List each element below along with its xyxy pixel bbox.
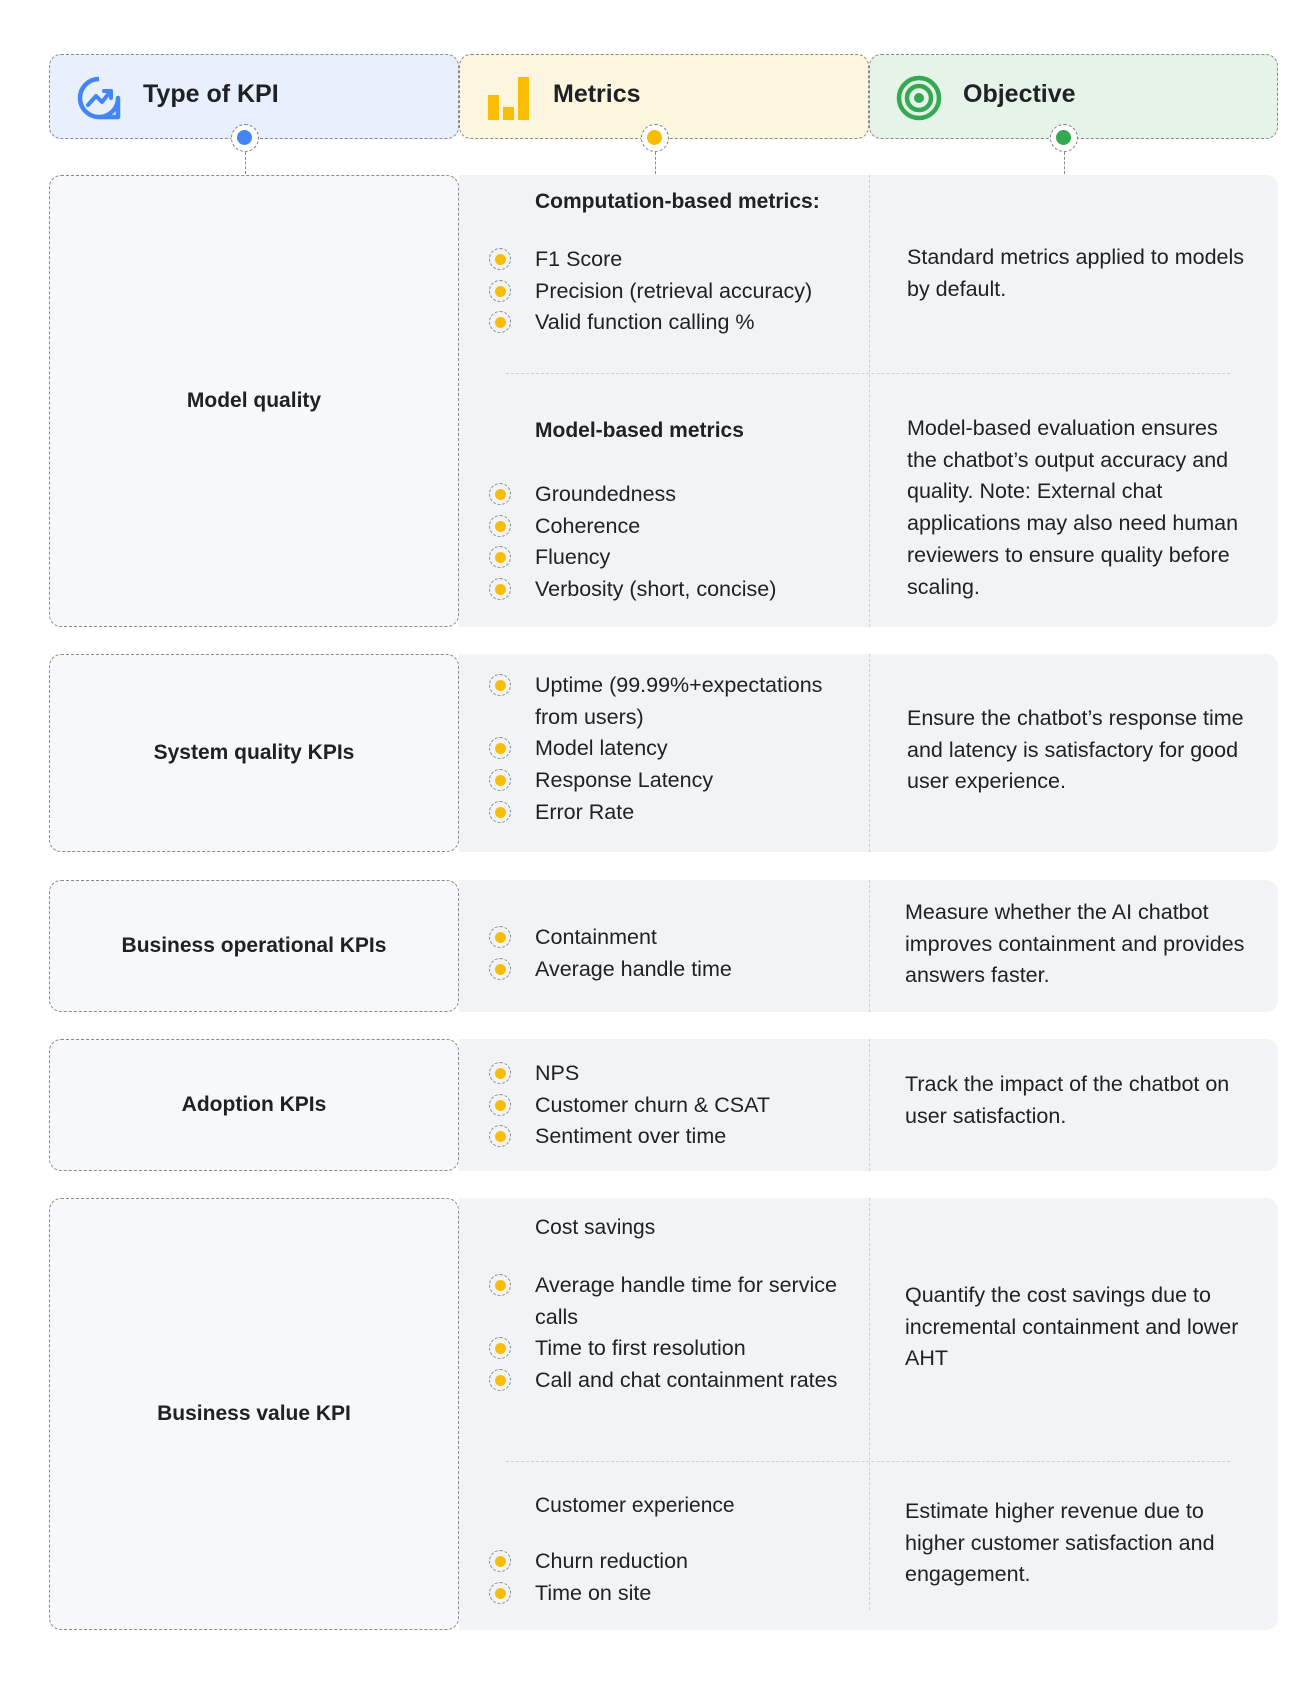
kpi-label: System quality KPIs: [153, 741, 355, 764]
metric-list: [488, 1058, 868, 1153]
kpi-box-business-value: [49, 1198, 459, 1630]
column-divider: [869, 1198, 870, 1610]
objective-text: Standard metrics applied to models by default.: [907, 245, 1245, 301]
header-metrics: [459, 54, 869, 139]
list-item: Average handle time: [488, 954, 868, 986]
list-item: Precision (retrieval accuracy): [488, 276, 868, 308]
objective-text: Model-based evaluation ensures the chatbot’s output accuracy and quality. Note: External chat applications may also need human reviewers to ensure quality before scaling.: [907, 416, 1239, 599]
connector-dot-blue: [231, 124, 259, 152]
list-item: Containment: [488, 922, 868, 954]
list-item: Sentiment over time: [488, 1121, 868, 1153]
metric-section-title: Cost savings: [535, 1216, 656, 1239]
metric-section-title: Computation-based metrics:: [535, 190, 820, 213]
list-item: Time on site: [488, 1578, 868, 1610]
list-item: Churn reduction: [488, 1546, 868, 1578]
column-divider: [869, 175, 870, 627]
list-item: Uptime (99.99%+expectations from users): [488, 670, 868, 733]
metric-list: [488, 670, 868, 829]
kpi-label: Business operational KPIs: [121, 934, 387, 957]
header-title: Metrics: [553, 80, 641, 108]
kpi-box-system-quality: [49, 654, 459, 852]
objective-text: Quantify the cost savings due to incremental containment and lower AHT: [905, 1283, 1239, 1371]
metric-section-title: Customer experience: [535, 1494, 735, 1517]
list-item: Response Latency: [488, 765, 868, 797]
column-divider: [869, 654, 870, 852]
connector-line: [1064, 152, 1065, 174]
list-item: Groundedness: [488, 479, 868, 511]
kpi-label: Business value KPI: [157, 1402, 351, 1425]
section-divider: [506, 1461, 1230, 1462]
connector-dot-yellow: [641, 124, 669, 152]
header-objective: [869, 54, 1278, 139]
connector-line: [655, 152, 656, 174]
list-item: Fluency: [488, 542, 868, 574]
objective-text: Estimate higher revenue due to higher customer satisfaction and engagement.: [905, 1499, 1215, 1587]
list-item: NPS: [488, 1058, 868, 1090]
section-divider: [506, 373, 1230, 374]
list-item: Coherence: [488, 511, 868, 543]
target-icon: [896, 75, 942, 121]
header-title: Objective: [963, 80, 1076, 108]
metric-list: [488, 479, 868, 606]
objective-text: Measure whether the AI chatbot improves containment and provides answers faster.: [905, 900, 1245, 988]
list-item: F1 Score: [488, 244, 868, 276]
kpi-label: Model quality: [186, 389, 322, 412]
header-type-of-kpi: [49, 54, 459, 139]
header-title: Type of KPI: [143, 80, 279, 108]
connector-line: [245, 152, 246, 174]
kpi-box-business-operational: [49, 880, 459, 1012]
trending-chart-icon: [76, 75, 122, 121]
bar-chart-icon: [486, 75, 532, 121]
list-item: Error Rate: [488, 797, 868, 829]
list-item: Customer churn & CSAT: [488, 1090, 868, 1122]
metric-list: [488, 1270, 868, 1397]
kpi-label: Adoption KPIs: [181, 1093, 327, 1116]
list-item: Model latency: [488, 733, 868, 765]
list-item: Verbosity (short, concise): [488, 574, 868, 606]
metric-list: [488, 1546, 868, 1609]
metric-section-title: Model-based metrics: [535, 419, 744, 442]
column-divider: [869, 880, 870, 1012]
connector-dot-green: [1050, 124, 1078, 152]
list-item: Call and chat containment rates: [488, 1365, 868, 1397]
objective-text: Track the impact of the chatbot on user satisfaction.: [905, 1072, 1230, 1128]
objective-text: Ensure the chatbot’s response time and latency is satisfactory for good user experience.: [907, 706, 1244, 794]
metric-list: [488, 922, 868, 985]
kpi-box-model-quality: [49, 175, 459, 627]
metric-list: [488, 244, 868, 339]
list-item: Time to first resolution: [488, 1333, 868, 1365]
kpi-box-adoption: [49, 1039, 459, 1171]
column-divider: [869, 1039, 870, 1171]
list-item: Average handle time for service calls: [488, 1270, 868, 1333]
list-item: Valid function calling %: [488, 307, 868, 339]
